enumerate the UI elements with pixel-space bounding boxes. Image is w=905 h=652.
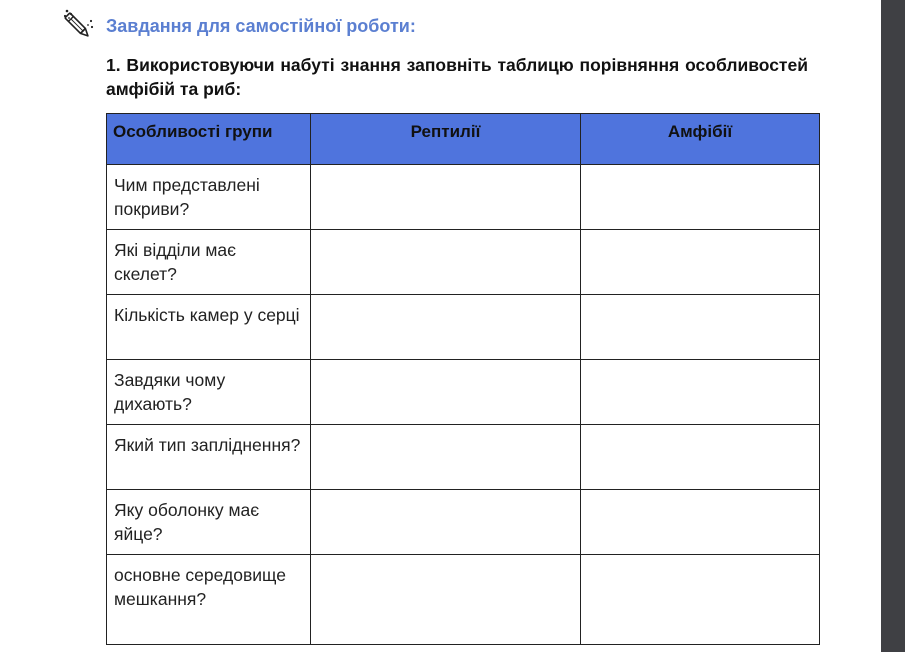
pencil-icon bbox=[60, 7, 96, 43]
reptiles-answer-cell[interactable] bbox=[311, 490, 581, 555]
reptiles-answer-cell[interactable] bbox=[311, 295, 581, 360]
table-row bbox=[107, 165, 820, 230]
feature-cell: Яку оболонку має яйце? bbox=[107, 490, 311, 555]
table-row bbox=[107, 230, 820, 295]
header-amphibians: Амфібії bbox=[581, 114, 820, 165]
reptiles-answer-cell[interactable] bbox=[311, 425, 581, 490]
amphibians-answer-cell[interactable] bbox=[581, 555, 820, 645]
amphibians-answer-cell[interactable] bbox=[581, 165, 820, 230]
feature-cell: Які відділи має скелет? bbox=[107, 230, 311, 295]
amphibians-answer-cell[interactable] bbox=[581, 230, 820, 295]
feature-cell: Який тип запліднення? bbox=[107, 425, 311, 490]
table-header-row bbox=[107, 114, 820, 165]
table-row bbox=[107, 295, 820, 360]
table-row bbox=[107, 490, 820, 555]
viewer-scroll-strip bbox=[881, 0, 905, 652]
amphibians-answer-cell[interactable] bbox=[581, 295, 820, 360]
table-row bbox=[107, 360, 820, 425]
table-row bbox=[107, 555, 820, 645]
table-row bbox=[107, 425, 820, 490]
reptiles-answer-cell[interactable] bbox=[311, 555, 581, 645]
reptiles-answer-cell[interactable] bbox=[311, 165, 581, 230]
amphibians-answer-cell[interactable] bbox=[581, 490, 820, 555]
feature-cell: Чим представлені покриви? bbox=[107, 165, 311, 230]
header-reptiles: Рептилії bbox=[311, 114, 581, 165]
reptiles-answer-cell[interactable] bbox=[311, 360, 581, 425]
reptiles-answer-cell[interactable] bbox=[311, 230, 581, 295]
feature-cell: Кількість камер у серці bbox=[107, 295, 311, 360]
section-title: Завдання для самостійної роботи: bbox=[106, 16, 416, 36]
feature-cell: Завдяки чому дихають? bbox=[107, 360, 311, 425]
amphibians-answer-cell[interactable] bbox=[581, 360, 820, 425]
header-features: Особливості групи bbox=[107, 114, 311, 165]
task-text: 1. Використовуючи набуті знання заповніть таблицю порівняння особливостей амфібій та риб: bbox=[106, 55, 808, 99]
amphibians-answer-cell[interactable] bbox=[581, 425, 820, 490]
comparison-table bbox=[106, 113, 820, 645]
feature-cell: основне середовище мешкання? bbox=[107, 555, 311, 645]
